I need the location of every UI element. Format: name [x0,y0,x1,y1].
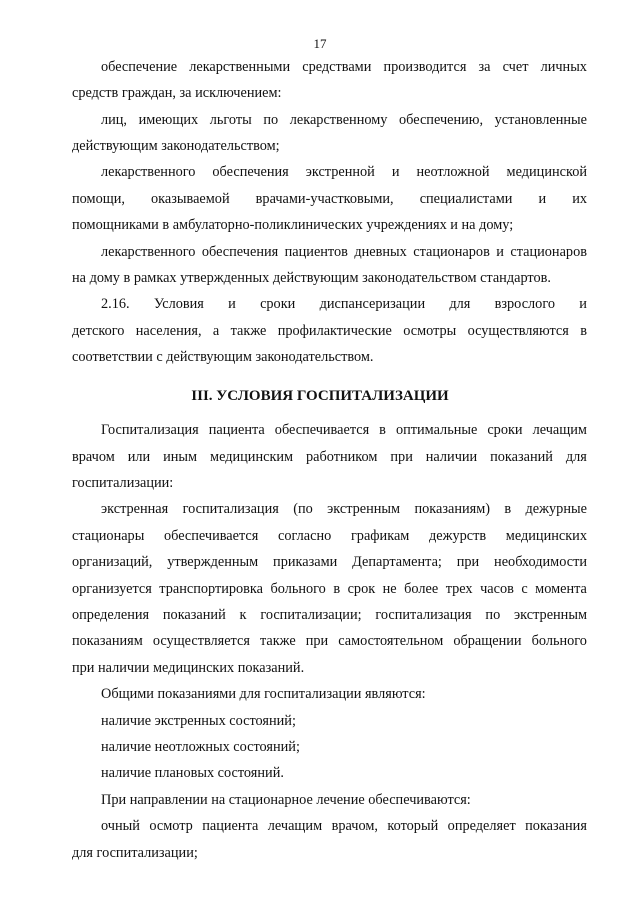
word: обеспечивается [163,528,259,544]
word: пациентов [284,244,348,260]
word: госпитализация [375,607,472,623]
text-line [72,553,587,571]
word: неотложной [416,164,490,180]
word: также [259,633,296,649]
word: и [228,296,236,312]
word: стационаров [510,244,587,260]
text-line: Общими показаниями для госпитализации являются: [101,686,426,702]
word: врачами-участковыми, [255,191,394,207]
text-line: наличие неотложных состояний; [101,739,300,755]
word: больного [270,581,326,597]
text-line: наличие экстренных состояний; [101,713,296,729]
page-number: 17 [313,36,327,51]
word: госпитализация [182,501,279,517]
word: обеспечение [101,59,178,75]
word: больного [531,633,587,649]
word: показания [525,818,587,834]
word: более [404,581,439,597]
word: при [456,554,480,570]
word: наличии [425,449,478,465]
text-line [101,163,587,181]
word: лечащим [267,818,323,834]
word: сроки [260,296,296,312]
word: для [449,296,471,312]
word: показаниям) [414,501,491,517]
word: дежурные [525,501,587,517]
word: лечащим [532,422,587,438]
word: в [580,323,587,339]
word: врачом, [331,818,378,834]
text-line [72,580,587,598]
word: срок [347,581,376,597]
word: транспортировка [159,581,263,597]
word: счет [502,59,529,75]
word: (по [293,501,313,517]
word: медицинским [210,449,294,465]
word: с [521,581,528,597]
text-line [101,243,587,261]
word: и [538,191,547,207]
text-line: госпитализации: [72,475,174,491]
word: экстренным [514,607,587,623]
word: 2.16. [101,296,130,312]
word: профилактические [277,323,392,339]
word: специалистами [419,191,513,207]
word: и [579,296,587,312]
word: дежурств [429,528,487,544]
word: осмотры [403,323,457,339]
word: обеспечивается [274,422,370,438]
word: в [504,501,512,517]
word: врачом [72,449,115,465]
word: их [572,191,587,207]
word: медицинских [505,528,587,544]
word: определяет [447,818,516,834]
word: или [127,449,151,465]
word: показаниям [72,633,143,649]
word: оптимальные [395,422,478,438]
text-line: на дому в рамках утвержденных действующим законодательством стандартов. [72,270,551,286]
section-title: III. УСЛОВИЯ ГОСПИТАЛИЗАЦИИ [191,388,449,404]
word: личных [540,59,587,75]
word: стационаров [413,244,490,260]
word: за [478,59,491,75]
text-line [72,606,587,624]
word: установленные [494,112,587,128]
word: при [305,633,329,649]
word: населения, [135,323,202,339]
word: очный [101,818,140,834]
word: для [565,449,587,465]
text-line [72,322,587,340]
text-line [101,421,587,439]
word: часов [480,581,514,597]
word: и [391,164,400,180]
word: необходимости [494,554,587,570]
word: обращении [453,633,522,649]
word: самостоятельном [338,633,444,649]
word: помощи, [72,191,125,207]
text-line: помощниками в амбулаторно-поликлинических учреждениях и на дому; [72,217,514,233]
word: Условия [153,296,204,312]
text-line: средств граждан, за исключением: [72,85,282,101]
word: средствами [302,59,372,75]
word: который [387,818,439,834]
word: производится [383,59,467,75]
word: обеспечения [201,244,279,260]
word: льготы [209,112,252,128]
word: при [390,449,413,465]
word: экстренная [101,501,169,517]
word: также [230,323,267,339]
word: утвержденным [167,554,259,570]
word: к [239,607,247,623]
word: медицинской [506,164,587,180]
text-line: наличие плановых состояний. [101,765,284,781]
word: осмотр [149,818,193,834]
word: пациента [202,818,259,834]
text-line [72,632,587,650]
word: диспансеризации [319,296,426,312]
text-line: при наличии медицинских показаний. [72,660,305,676]
word: показаний [490,449,553,465]
word: оказываемой [151,191,230,207]
text-line [72,190,587,208]
word: экстренным [327,501,401,517]
text-line [101,500,587,518]
text-line [101,111,587,129]
word: показаний [162,607,226,623]
word: экстренной [305,164,375,180]
text-line [72,448,587,466]
word: не [382,581,397,597]
word: обеспечения [212,164,289,180]
word: организаций, [72,554,153,570]
word: лекарственными [189,59,291,75]
word: дневных [354,244,407,260]
word: детского [72,323,125,339]
word: графикам [350,528,410,544]
word: а [212,323,220,339]
word: согласно [278,528,332,544]
word: иным [163,449,198,465]
text-line: соответствии с действующим законодательством. [72,349,374,365]
word: трех [445,581,473,597]
word: Департамента; [352,554,442,570]
text-line: При направлении на стационарное лечение обеспечиваются: [101,792,471,808]
text-line: действующим законодательством; [72,138,280,154]
text-line [72,527,587,545]
word: взрослого [494,296,555,312]
text-line [101,295,587,313]
word: Госпитализация [101,422,199,438]
word: стационары [72,528,145,544]
word: в [379,422,386,438]
word: и [496,244,504,260]
text-line [101,58,587,76]
word: по [263,112,279,128]
word: работником [306,449,378,465]
word: лекарственного [101,164,196,180]
text-line [101,817,587,835]
word: обеспечению, [399,112,484,128]
word: по [485,607,501,623]
word: лекарственного [101,244,196,260]
word: осуществляется [152,633,250,649]
word: осуществляются [467,323,569,339]
word: приказами [273,554,338,570]
text-line: для госпитализации; [72,845,198,861]
word: определения [72,607,150,623]
word: лекарственному [289,112,388,128]
word: госпитализации; [260,607,362,623]
word: пациента [208,422,265,438]
word: организуется [72,581,152,597]
word: имеющих [138,112,199,128]
word: сроки [487,422,523,438]
word: момента [535,581,587,597]
word: в [333,581,341,597]
word: лиц, [101,112,128,128]
